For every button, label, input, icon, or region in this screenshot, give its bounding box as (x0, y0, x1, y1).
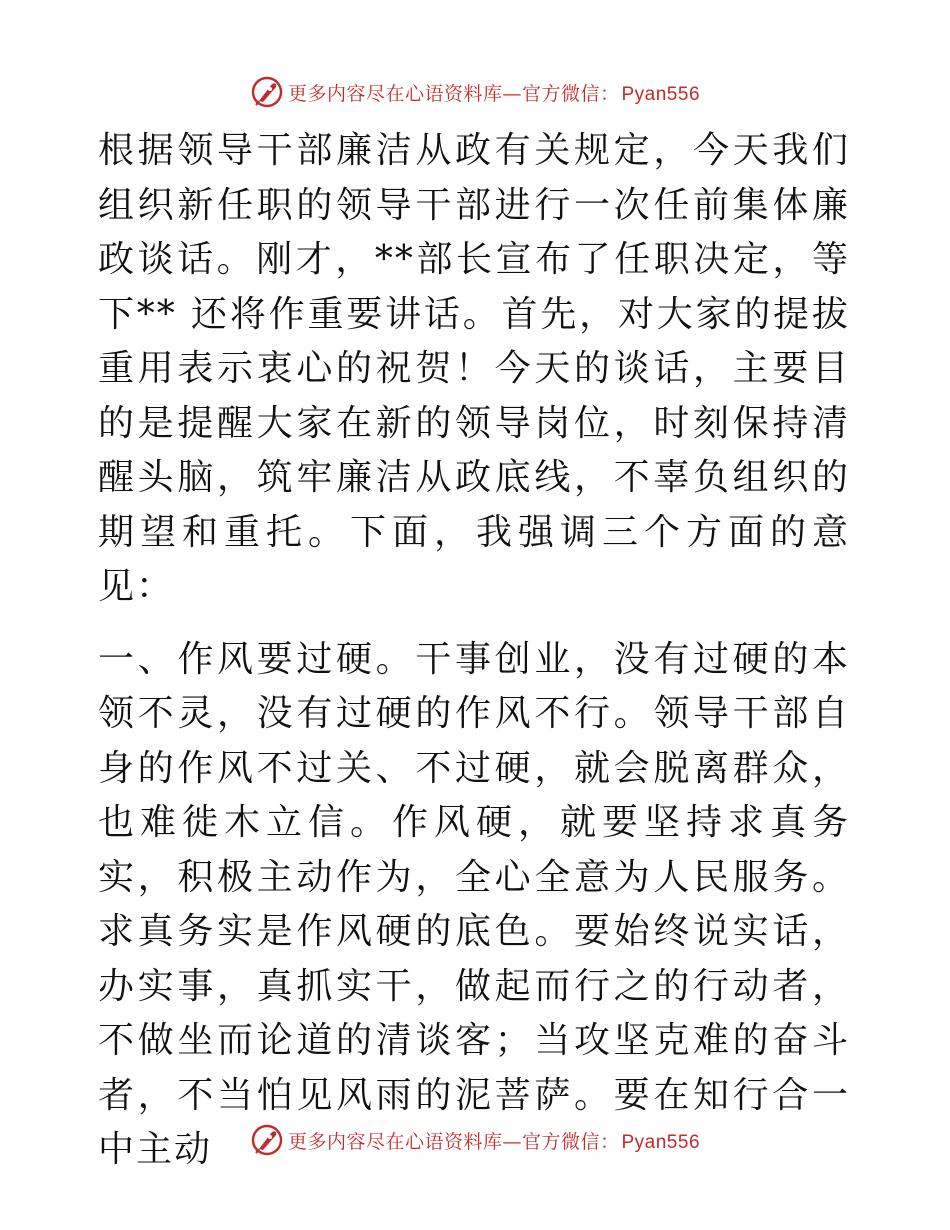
footer-text (288, 1127, 700, 1154)
paragraph-intro: 根据领导干部廉洁从政有关规定，今天我们组织新任职的领导干部进行一次任前集体廉政谈话。刚才，**部长宣布了任职决定，等下** 还将作重要讲话。首先，对大家的提拔重用表示衷心的祝贺！今天的谈话，主要目的是提醒大家在新的领导岗位，时刻保持清醒头脑，筑牢廉洁从政底线，不辜负组织的期望和重托。下面，我强调三个方面的意见： (98, 130, 850, 607)
header-wechat-id: Pyan556 (621, 83, 701, 105)
document-body (98, 124, 850, 1178)
header-dash: — (502, 82, 522, 105)
footer-official-label: 官方微信： (521, 1130, 620, 1153)
header-official-label: 官方微信： (521, 82, 620, 105)
footer-banner (0, 1120, 950, 1160)
footer-dash: — (502, 1130, 522, 1153)
quill-pen-logo-icon (250, 1123, 284, 1157)
quill-pen-logo-icon (250, 75, 284, 109)
header-banner (0, 72, 950, 112)
footer-wechat-id: Pyan556 (621, 1131, 701, 1153)
paragraph-section-one: 一、作风要过硬。干事创业，没有过硬的本领不灵，没有过硬的作风不行。领导干部自身的作风不过关、不过硬，就会脱离群众，也难徙木立信。作风硬，就要坚持求真务实，积极主动作为，全心全意为人民服务。求真务实是作风硬的底色。要始终说实话，办实事，真抓实干，做起而行之的行动者，不做坐而论道的清谈客；当攻坚克难的奋斗者，不当怕见风雨的泥菩萨。要在知行合一中主动 (98, 638, 850, 1170)
header-text (288, 79, 700, 106)
footer-site-text: 更多内容尽在心语资料库 (287, 1130, 503, 1153)
header-site-text: 更多内容尽在心语资料库 (287, 82, 503, 105)
